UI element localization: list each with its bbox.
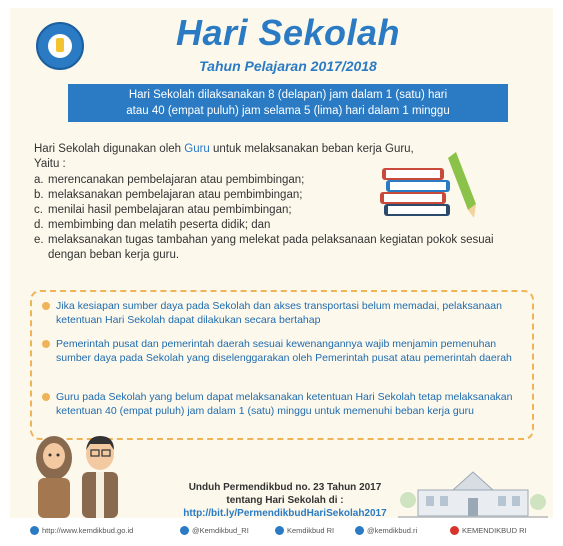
bullet-dot-icon <box>42 302 50 310</box>
banner-line-1: Hari Sekolah dilaksanakan 8 (delapan) jam dalam 1 (satu) hari <box>128 89 448 101</box>
footer-label: http://www.kemdikbud.go.id <box>42 526 134 535</box>
books-and-pencil-icon <box>378 148 478 228</box>
note-text: Guru pada Sekolah yang belum dapat melaksanakan ketentuan Hari Sekolah tetap melaksanakan ketentuan 40 (empat puluh) jam dalam 1 (satu) minggu untuk memenuhi beban kerja guru <box>56 391 513 417</box>
logo-emblem <box>48 34 72 58</box>
note-text: Pemerintah pusat dan pemerintah daerah sesuai kewenangannya wajib menjamin pemenuhan sumber daya pada Sekolah yang diselenggarakan oleh Pemerintah pusat atau pemerintah daerah <box>56 338 512 364</box>
twitter-icon <box>180 526 189 535</box>
list-text: melaksanakan tugas tambahan yang melekat pada pelaksanaan kegiatan pokok sesuai dengan beban kerja guru. <box>48 234 494 261</box>
intro-prefix: Hari Sekolah digunakan oleh <box>34 143 185 155</box>
download-line-1: Unduh Permendikbud no. 23 Tahun 2017 <box>188 482 382 493</box>
list-text: melaksanakan pembelajaran atau pembimbingan; <box>48 189 303 201</box>
intro-suffix: untuk melaksanakan beban kerja Guru, <box>209 143 414 155</box>
footer-label: @Kemdikbud_RI <box>192 526 249 535</box>
intro-line-2: Yaitu : <box>34 158 66 170</box>
tut-wuri-handayani-logo <box>36 22 84 70</box>
list-letter: c. <box>34 204 43 216</box>
download-link[interactable]: http://bit.ly/PermendikbudHariSekolah2017 <box>183 508 387 519</box>
footer-label: @kemdikbud.ri <box>367 526 418 535</box>
note-item <box>56 337 526 365</box>
summary-banner <box>68 84 508 122</box>
download-info <box>165 481 405 520</box>
footer-label: KEMENDIKBUD RI <box>462 526 527 535</box>
footer-social-bar <box>30 526 550 540</box>
instagram-icon <box>355 526 364 535</box>
download-line-2: tentang Hari Sekolah di : <box>226 495 344 506</box>
list-item <box>34 233 514 263</box>
page-subtitle: Tahun Pelajaran 2017/2018 <box>199 58 377 74</box>
school-building-illustration <box>398 462 548 518</box>
footer-item[interactable] <box>275 526 334 535</box>
intro-highlight: Guru <box>184 143 210 155</box>
page-title: Hari Sekolah <box>175 12 401 53</box>
footer-item[interactable] <box>355 526 417 535</box>
globe-icon <box>30 526 39 535</box>
note-item <box>56 299 526 327</box>
footer-item[interactable] <box>30 526 133 535</box>
footer-label: Kemdikbud RI <box>287 526 335 535</box>
youtube-icon <box>450 526 459 535</box>
bullet-dot-icon <box>42 340 50 348</box>
list-text: menilai hasil pembelajaran atau pembimbingan; <box>48 204 292 216</box>
note-text: Jika kesiapan sumber daya pada Sekolah dan akses transportasi belum memadai, pelaksanaan ketentuan Hari Sekolah dapat dilakukan secara bertahap <box>56 300 502 326</box>
list-letter: d. <box>34 219 44 231</box>
footer-item[interactable] <box>450 526 527 535</box>
list-letter: e. <box>34 234 44 246</box>
list-text: membimbing dan melatih peserta didik; dan <box>48 219 271 231</box>
list-letter: b. <box>34 189 44 201</box>
list-letter: a. <box>34 174 44 186</box>
list-text: merencanakan pembelajaran atau pembimbingan; <box>48 174 305 186</box>
teachers-illustration <box>30 430 125 518</box>
banner-line-2: atau 40 (empat puluh) jam selama 5 (lima) hari dalam 1 minggu <box>126 105 450 117</box>
facebook-icon <box>275 526 284 535</box>
bullet-dot-icon <box>42 393 50 401</box>
notes-box <box>30 290 534 440</box>
footer-item[interactable] <box>180 526 249 535</box>
note-item <box>56 390 526 418</box>
